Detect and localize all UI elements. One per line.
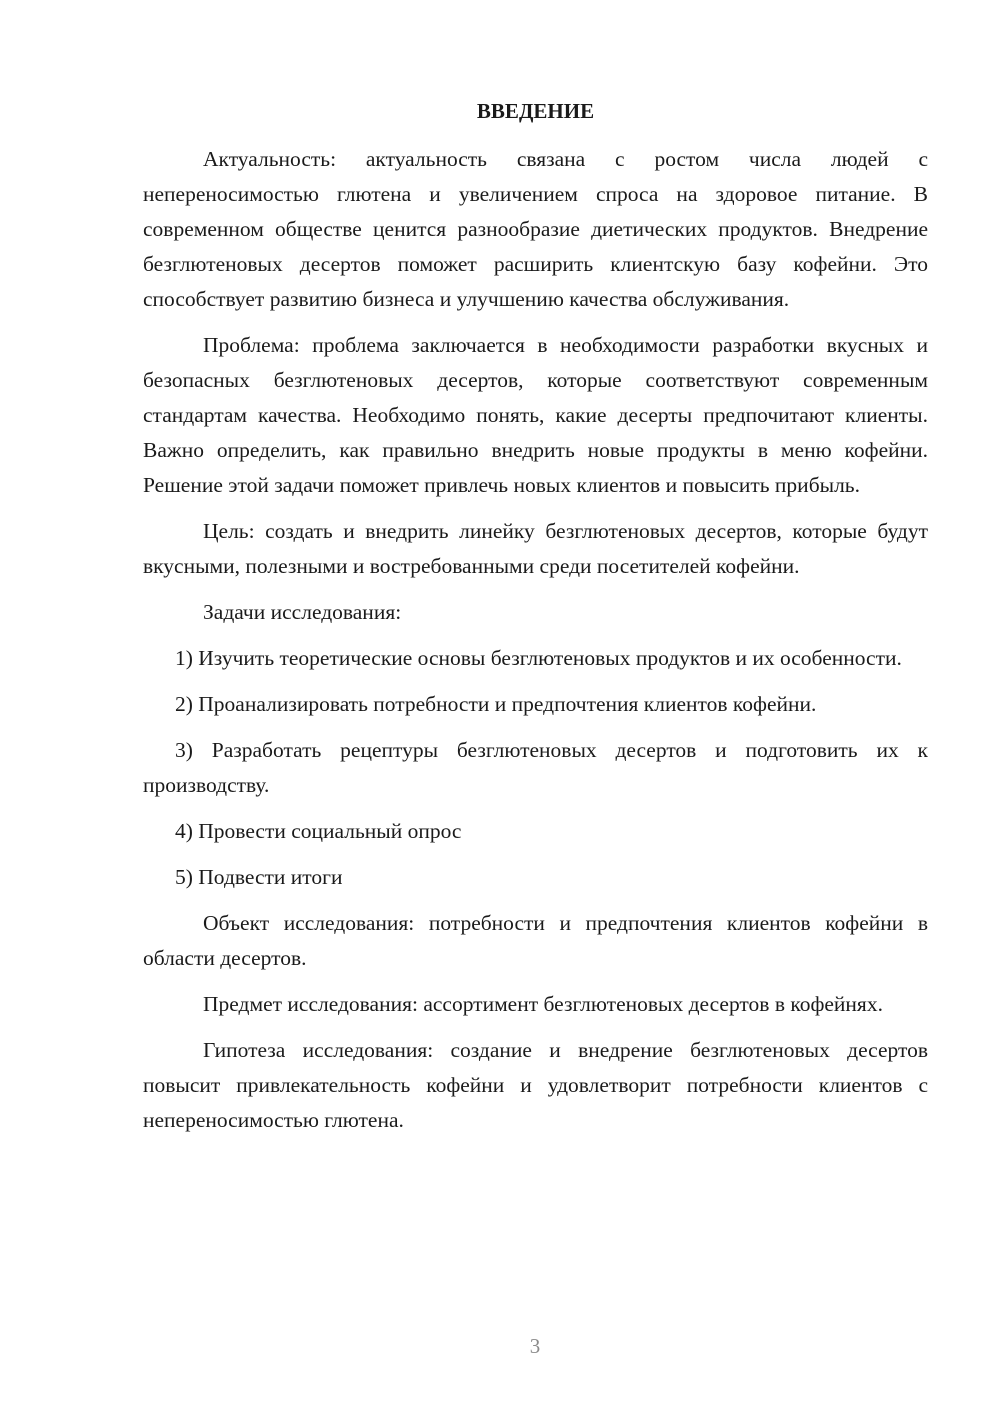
task-item-4: 4) Провести социальный опрос (175, 819, 462, 843)
page-number: 3 (529, 1334, 541, 1358)
task-item-5: 5) Подвести итоги (175, 865, 343, 889)
paragraph-subject: Предмет исследования: ассортимент безглютеновых десертов в кофейнях. (203, 992, 883, 1016)
task-item-2: 2) Проанализировать потребности и предпочтения клиентов кофейни. (175, 692, 817, 716)
section-title: ВВЕДЕНИЕ (476, 99, 595, 123)
paragraph-hypothesis: Гипотеза исследования: создание и внедрение безглютеновых десертов повысит привлекательность кофейни и удовлетворит потребности клиентов с непереносимостью глютена. (143, 1038, 928, 1132)
paragraph-goal: Цель: создать и внедрить линейку безглютеновых десертов, которые будут вкусными, полезными и востребованными среди посетителей кофейни. (143, 519, 928, 578)
paragraph-relevance: Актуальность: актуальность связана с ростом числа людей с непереносимостью глютена и увеличением спроса на здоровое питание. В современном обществе ценится разнообразие диетических продуктов. Внедрение безглютеновых десертов поможет расширить клиентскую базу кофейни. Это способствует развитию бизнеса и улучшению качества обслуживания. (143, 147, 928, 311)
task-item-3: 3) Разработать рецептуры безглютеновых десертов и подготовить их к производству. (143, 738, 928, 797)
task-item-1: 1) Изучить теоретические основы безглютеновых продуктов и их особенности. (175, 646, 902, 670)
paragraph-object: Объект исследования: потребности и предпочтения клиентов кофейни в области десертов. (143, 911, 928, 970)
paragraph-problem: Проблема: проблема заключается в необходимости разработки вкусных и безопасных безглютеновых десертов, которые соответствуют современным стандартам качества. Необходимо понять, какие десерты предпочитают клиенты. Важно определить, как правильно внедрить новые продукты в меню кофейни. Решение этой задачи поможет привлечь новых клиентов и повысить прибыль. (143, 333, 928, 497)
document-body (143, 142, 928, 1149)
tasks-heading: Задачи исследования: (203, 600, 402, 624)
